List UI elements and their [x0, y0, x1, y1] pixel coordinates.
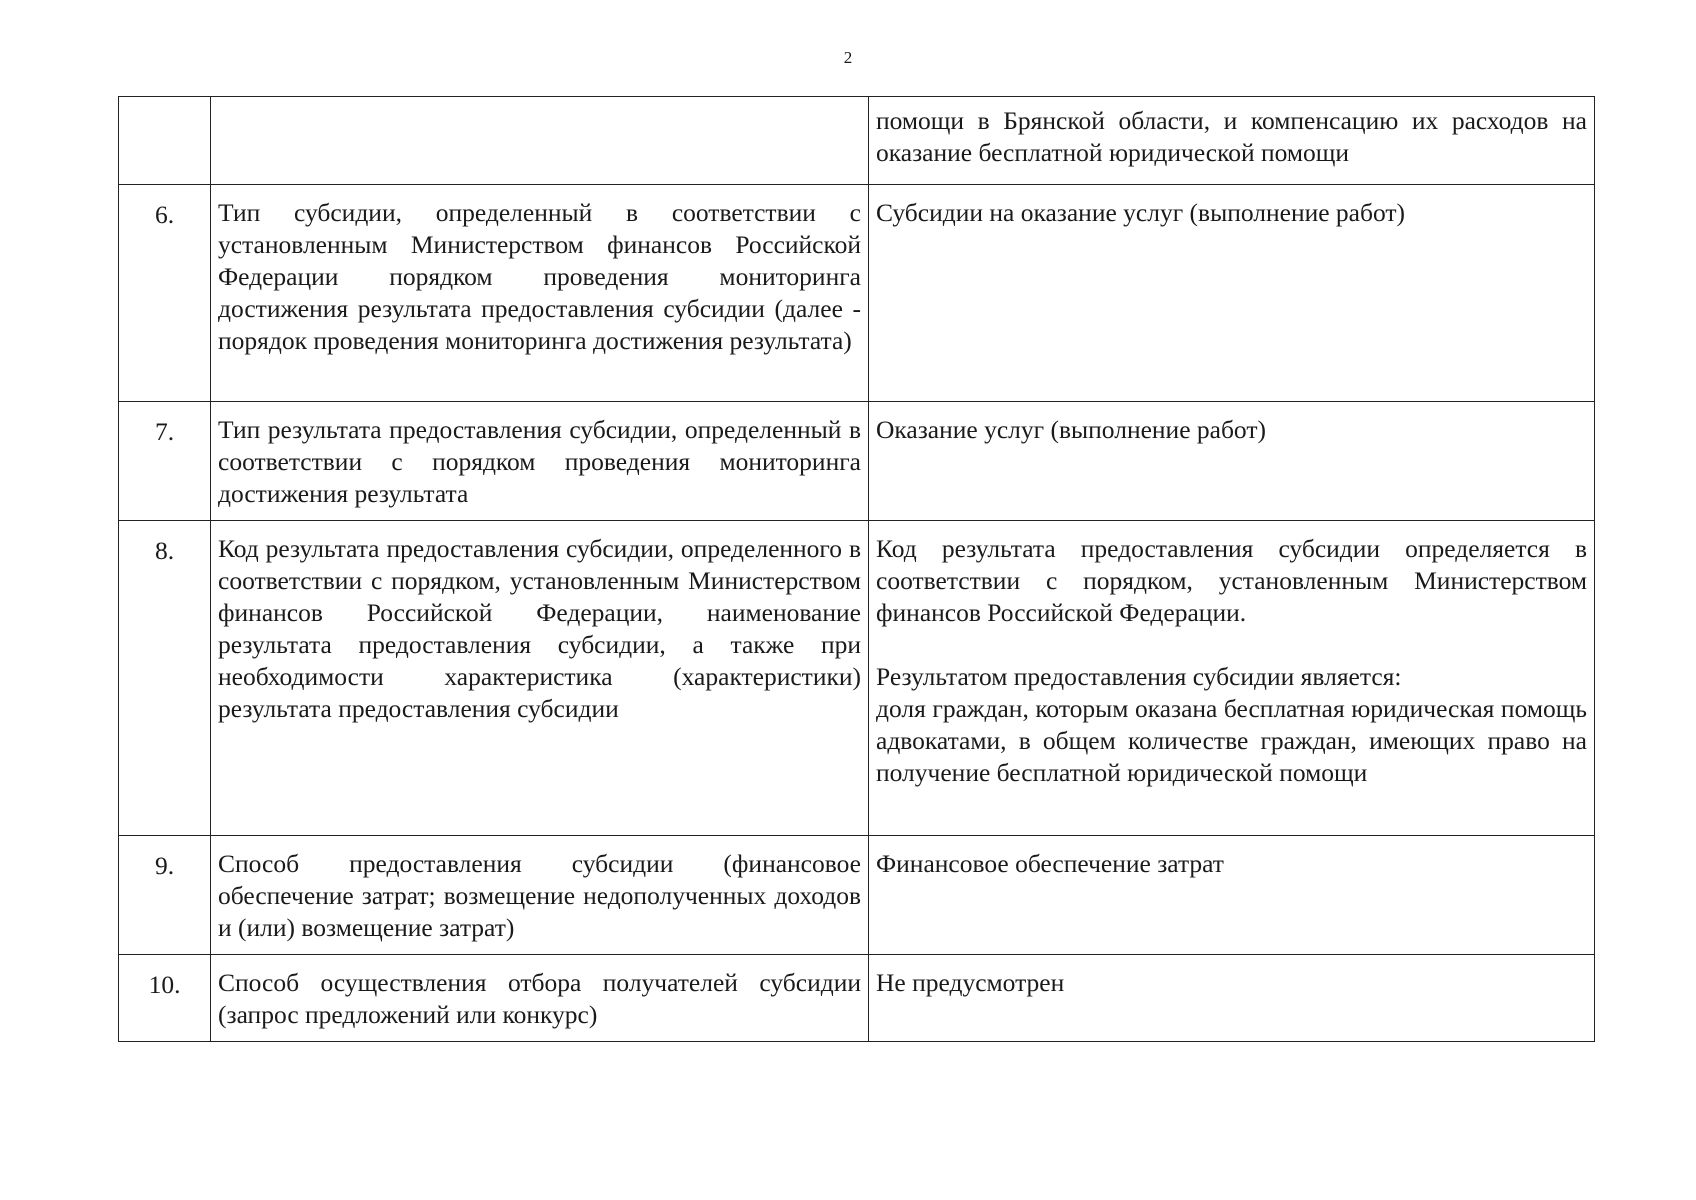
row-parameter: Тип результата предоставления субсидии, определенный в соответствии с порядком проведения мониторинга достижения результата [211, 402, 869, 521]
table-row [119, 836, 1595, 955]
row-value [869, 97, 1595, 185]
row-value-paragraph: Не предусмотрен [876, 968, 1065, 997]
row-value-paragraph: Код результата предоставления субсидии определяется в соответствии с порядком, установленным Министерством финансов Российской Федерации. [876, 534, 1587, 627]
row-value-paragraph: Оказание услуг (выполнение работ) [876, 415, 1266, 444]
table-row [119, 97, 1595, 185]
row-value-paragraph: Субсидии на оказание услуг (выполнение работ) [876, 198, 1406, 227]
row-value [869, 402, 1595, 521]
page-number: 2 [843, 48, 853, 67]
row-parameter: Код результата предоставления субсидии, определенного в соответствии с порядком, установленным Министерством финансов Российской Федерации, наименование результата предоставления субсидии, а также при необходимости характеристика (характеристики) результата предоставления субсидии [211, 521, 869, 836]
table-row [119, 402, 1595, 521]
row-value [869, 521, 1595, 836]
row-value [869, 836, 1595, 955]
row-parameter: Тип субсидии, определенный в соответствии с установленным Министерством финансов Российской Федерации порядком проведения мониторинга достижения результата предоставления субсидии (далее - порядок проведения мониторинга достижения результата) [211, 185, 869, 402]
row-number: 7. [119, 402, 211, 521]
table-row [119, 185, 1595, 402]
row-parameter: Способ осуществления отбора получателей субсидии (запрос предложений или конкурс) [211, 955, 869, 1042]
row-parameter [211, 97, 869, 185]
row-value [869, 185, 1595, 402]
row-value [869, 955, 1595, 1042]
row-value-paragraph: помощи в Брянской области, и компенсацию их расходов на оказание бесплатной юридической помощи [876, 106, 1587, 167]
table-row [119, 955, 1595, 1042]
row-number: 8. [119, 521, 211, 836]
row-number [119, 97, 211, 185]
row-value-paragraph: Результатом предоставления субсидии является: [876, 662, 1402, 691]
table-row [119, 521, 1595, 836]
row-value-paragraph: Финансовое обеспечение затрат [876, 849, 1224, 878]
subsidy-parameters-table [118, 96, 1595, 1042]
row-parameter: Способ предоставления субсидии (финансовое обеспечение затрат; возмещение недополученных доходов и (или) возмещение затрат) [211, 836, 869, 955]
row-number: 6. [119, 185, 211, 402]
row-number: 9. [119, 836, 211, 955]
row-number: 10. [119, 955, 211, 1042]
row-value-paragraph: доля граждан, которым оказана бесплатная юридическая помощь адвокатами, в общем количестве граждан, имеющих право на получение бесплатной юридической помощи [876, 694, 1587, 787]
